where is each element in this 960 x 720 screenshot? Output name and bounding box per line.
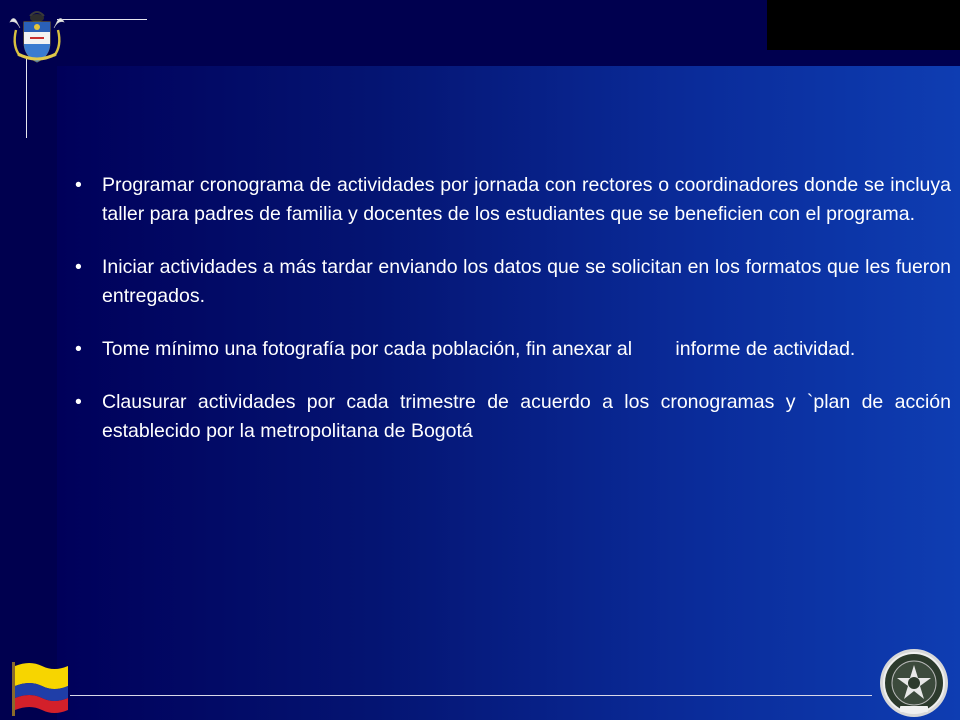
left-divider-line xyxy=(26,58,27,138)
list-item xyxy=(75,253,951,311)
coat-of-arms-icon xyxy=(8,10,66,64)
police-badge-icon xyxy=(878,648,950,718)
list-item xyxy=(75,171,951,229)
bullet-marker: • xyxy=(75,391,82,413)
list-item-text: Programar cronograma de actividades por jornada con rectores o coordinadores donde se incluya taller para padres de familia y docentes de los estudiantes que se beneficien con el programa. xyxy=(102,174,951,225)
bottom-divider-line xyxy=(70,695,872,696)
colombia-flag-icon xyxy=(10,660,70,716)
bullet-marker: • xyxy=(75,256,82,278)
list-item-text: Clausurar actividades por cada trimestre de acuerdo a los cronogramas y `plan de acción establecido por la metropolitana de Bogotá xyxy=(102,391,951,442)
list-item-text: Iniciar actividades a más tardar enviando los datos que se solicitan en los formatos que les fueron entregados. xyxy=(102,256,951,307)
list-item-text: Tome mínimo una fotografía por cada población, fin anexar al informe de actividad. xyxy=(102,338,856,360)
top-right-box xyxy=(767,0,960,50)
list-item xyxy=(75,335,951,364)
bullet-marker: • xyxy=(75,338,82,360)
top-divider-line xyxy=(57,19,147,20)
bullet-list xyxy=(75,171,951,470)
bullet-marker: • xyxy=(75,174,82,196)
list-item xyxy=(75,388,951,446)
